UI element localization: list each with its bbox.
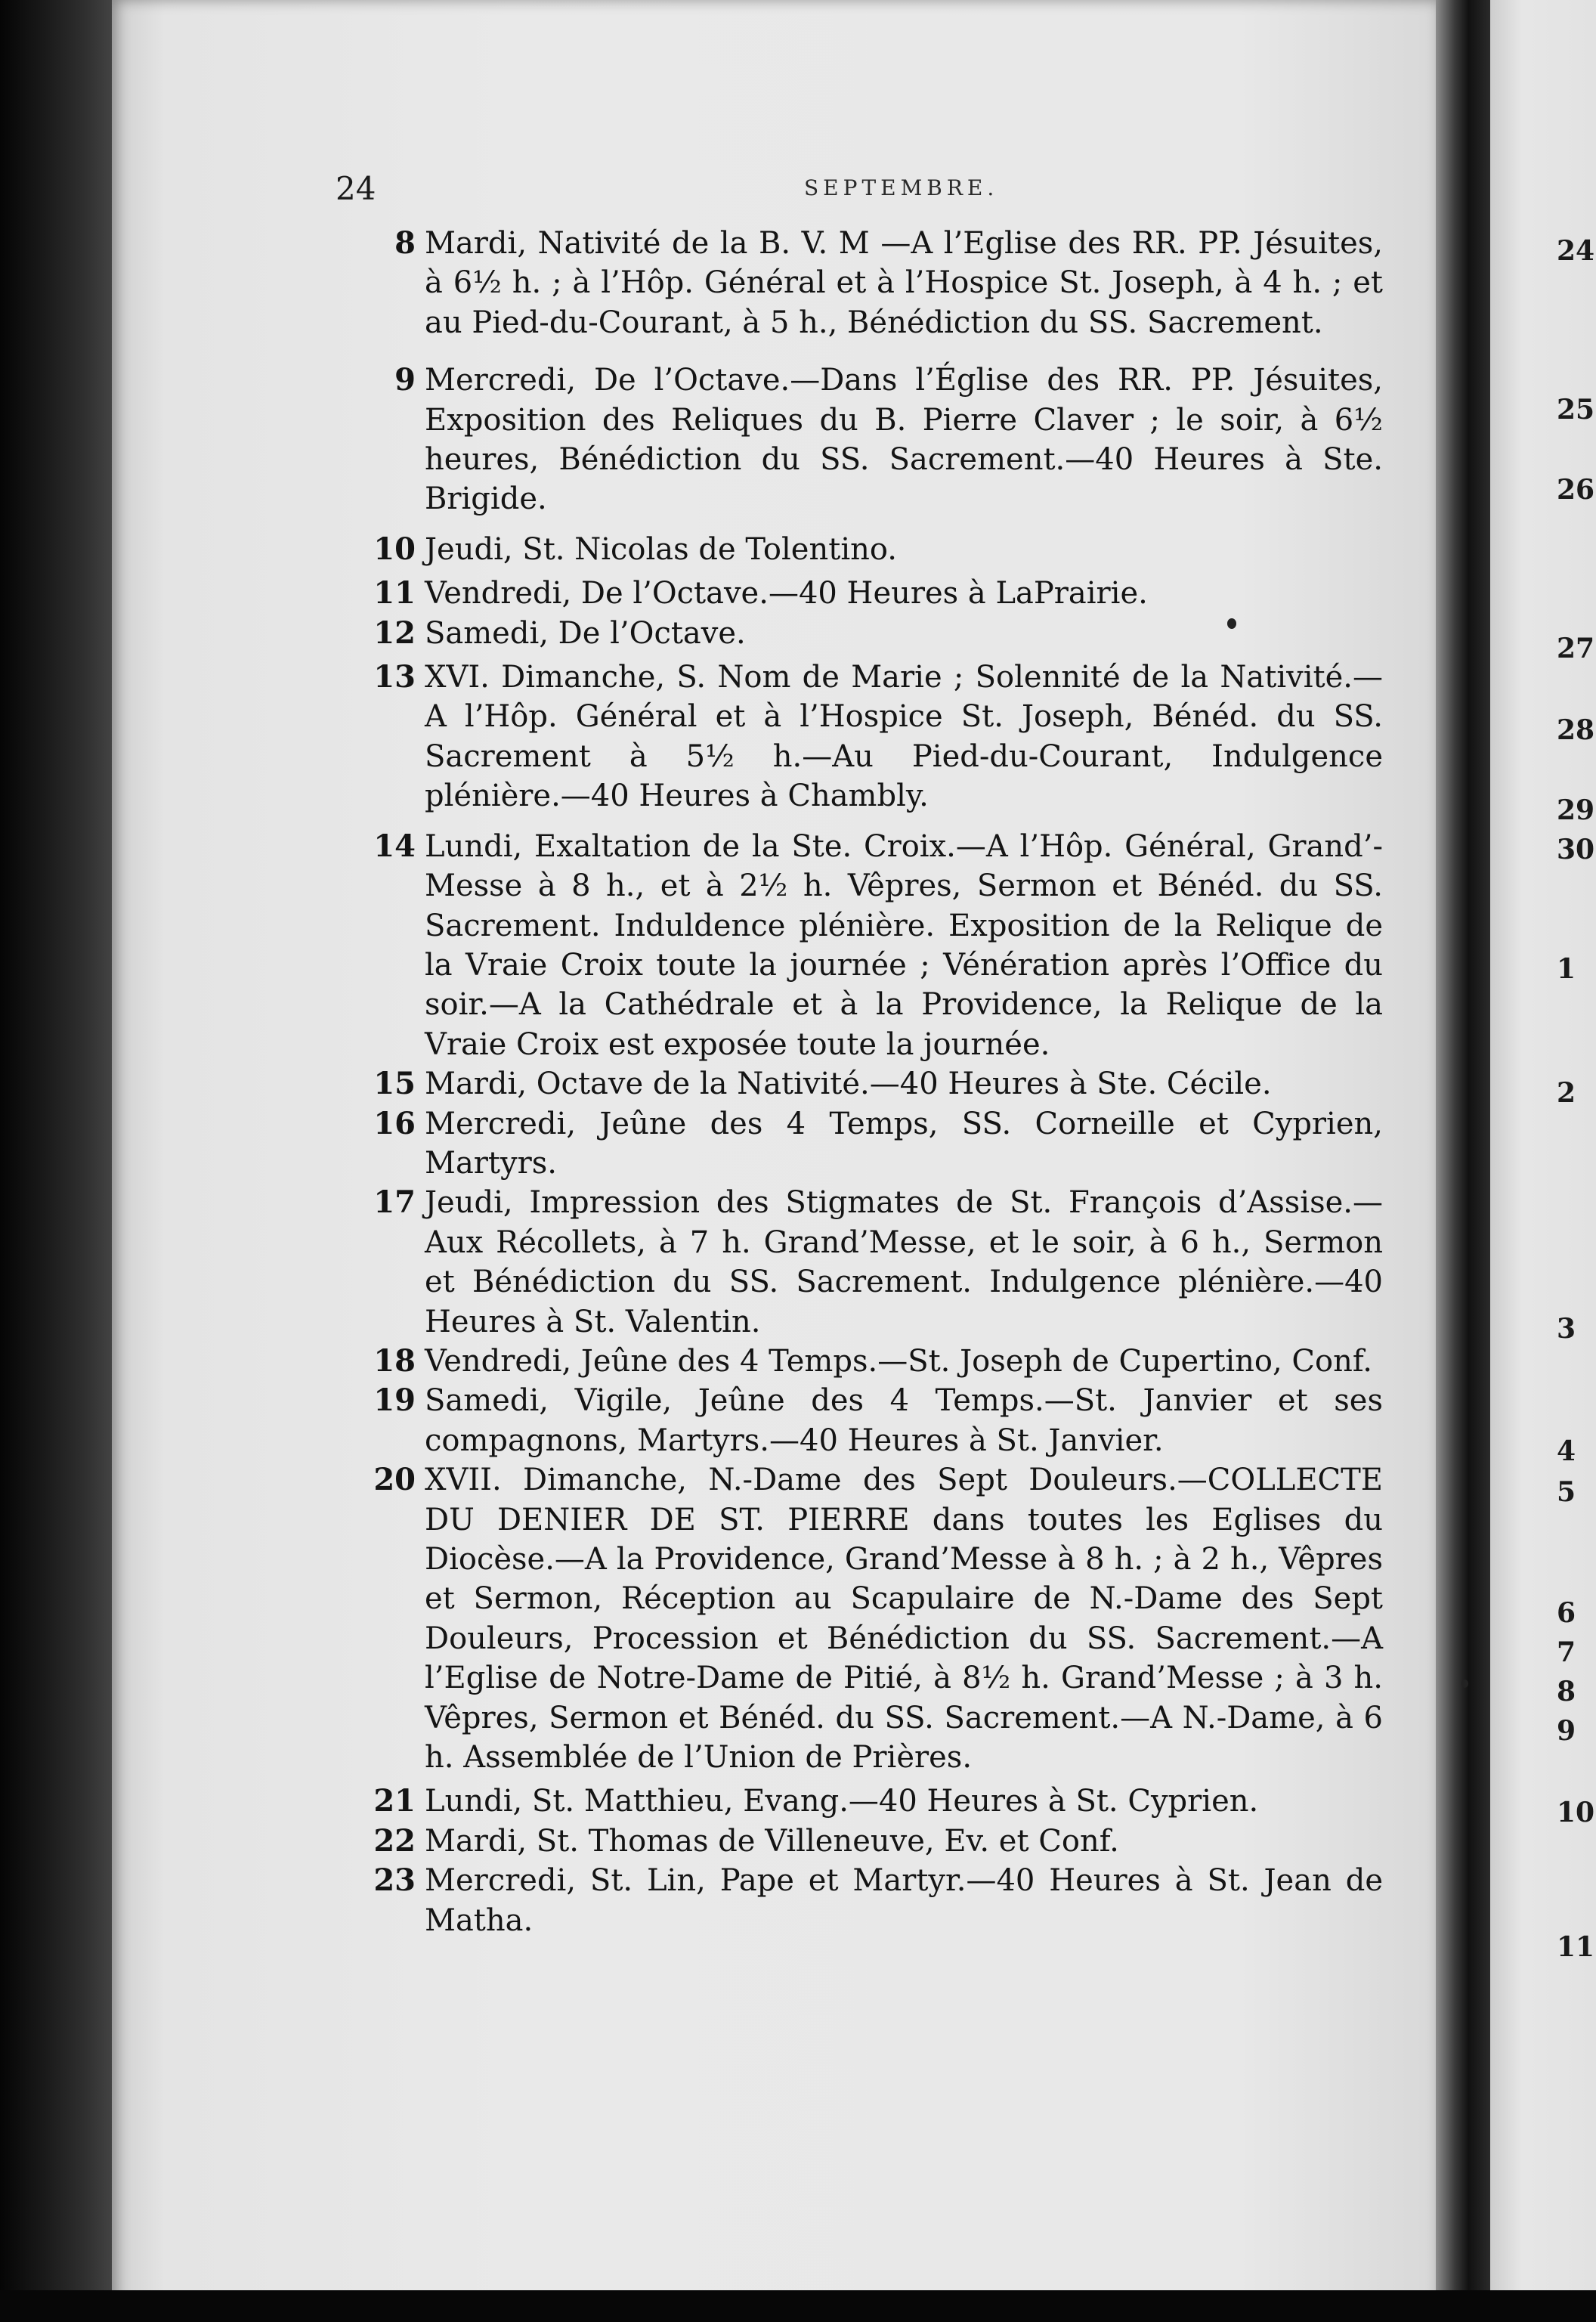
entry-text: XVI. Dimanche, S. Nom de Marie ; Solennité de la Nativité.—A l’Hôp. Général et à l’Hospice St. Joseph, Bénéd. du SS. Sacrement à 5½ h.—Au Pied-du-Courant, Indulgence plénière.—40 Heures à Chambly.: [425, 660, 1383, 814]
entry-text: XVII. Dimanche, N.-Dame des Sept Douleurs.—COLLECTE DU DENIER DE ST. PIERRE dans toutes les Eglises du Diocèse.—A la Providence, Grand’Messe à 8 h. ; à 2 h., Vêpres et Sermon, Réception au Scapulaire de N.-Dame des Sept Douleurs, Procession et Bénédiction du SS. Sacrement.—A l’Eglise de Notre-Dame de Pitié, à 8½ h. Grand’Messe ; à 3 h. Vêpres, Sermon et Bénéd. du SS. Sacrement.—A N.-Dame, à 6 h. Assemblée de l’Union de Prières.: [425, 1463, 1383, 1776]
page-fold: [1436, 0, 1490, 2322]
right-page-edge: [1490, 0, 1596, 2322]
entry-text: Samedi, Vigile, Jeûne des 4 Temps.—St. Janvier et ses compagnons, Martyrs.—40 Heures à St. Janvier.: [425, 1383, 1383, 1458]
day-number: 18: [373, 1342, 416, 1379]
day-number: 8: [394, 225, 416, 261]
day-number: 16: [373, 1105, 416, 1141]
calendar-entries: [355, 224, 1383, 1940]
ink-speck: [1227, 618, 1236, 629]
entry-text: Jeudi, St. Nicolas de Tolentino.: [425, 531, 897, 567]
day-number: 23: [373, 1862, 416, 1899]
entry-text: Mardi, Octave de la Nativité.—40 Heures à Ste. Cécile.: [425, 1067, 1272, 1102]
margin-day-number: 10: [1557, 1797, 1595, 1828]
margin-day-number: 3: [1557, 1313, 1576, 1345]
margin-day-number: 8: [1557, 1676, 1576, 1707]
margin-day-number: 9: [1557, 1715, 1576, 1747]
page-number: 24: [336, 170, 376, 207]
entry-text: Samedi, De l’Octave.: [425, 615, 746, 651]
entry-text: Vendredi, De l’Octave.—40 Heures à LaPrairie.: [425, 576, 1148, 611]
day-number: 15: [373, 1066, 416, 1102]
day-number: 14: [373, 828, 416, 864]
margin-day-number: 25: [1557, 394, 1595, 426]
margin-day-number: 27: [1557, 633, 1595, 664]
running-title: SEPTEMBRE.: [804, 175, 999, 200]
entry-text: Mercredi, St. Lin, Pape et Martyr.—40 Heures à St. Jean de Matha.: [425, 1863, 1383, 1938]
bottom-edge: [0, 2290, 1596, 2322]
calendar-entry: [355, 1342, 1383, 1381]
day-number: 22: [373, 1822, 416, 1859]
calendar-entry: [355, 1861, 1383, 1940]
calendar-entry: [355, 1822, 1383, 1861]
entry-text: Jeudi, Impression des Stigmates de St. François d’Assise.—Aux Récollets, à 7 h. Grand’Messe, et le soir, à 6 h., Sermon et Bénédiction du SS. Sacrement. Indulgence plénière.—40 Heures à St. Valentin.: [425, 1185, 1383, 1339]
day-number: 20: [373, 1462, 416, 1498]
running-head: [336, 166, 1393, 212]
margin-day-number: 2: [1557, 1077, 1576, 1109]
margin-day-number: 30: [1557, 834, 1595, 865]
entry-text: Vendredi, Jeûne des 4 Temps.—St. Joseph de Cupertino, Conf.: [425, 1343, 1372, 1379]
entry-text: Mardi, Nativité de la B. V. M —A l’Eglise des RR. PP. Jésuites, à 6½ h. ; à l’Hôp. Général et à l’Hospice St. Joseph, à 4 h. ; et au Pied-du-Courant, à 5 h., Bénédiction du SS. Sacrement.: [425, 226, 1383, 340]
calendar-entry: [355, 658, 1383, 816]
entry-text: Mercredi, Jeûne des 4 Temps, SS. Corneille et Cyprien, Martyrs.: [425, 1106, 1383, 1181]
margin-day-number: 26: [1557, 474, 1595, 506]
day-number: 9: [394, 362, 416, 398]
margin-day-number: 4: [1557, 1435, 1576, 1467]
entry-text: Mercredi, De l’Octave.—Dans l’Église des RR. PP. Jésuites, Exposition des Reliques du B. Pierre Claver ; le soir, à 6½ heures, Bénédiction du SS. Sacrement.—40 Heures à Ste. Brigide.: [425, 363, 1383, 517]
margin-day-number: 28: [1557, 714, 1595, 746]
day-number: 11: [373, 575, 416, 611]
margin-day-number: 1: [1557, 953, 1576, 985]
entry-text: Lundi, St. Matthieu, Evang.—40 Heures à St. Cyprien.: [425, 1784, 1259, 1819]
margin-day-number: 11: [1557, 1931, 1595, 1963]
calendar-entry: [355, 530, 1383, 569]
margin-day-number: 5: [1557, 1476, 1576, 1508]
entry-text: Mardi, St. Thomas de Villeneuve, Ev. et Conf.: [425, 1823, 1119, 1859]
calendar-entry: [355, 361, 1383, 519]
binding-gutter: [0, 0, 113, 2322]
day-number: 17: [373, 1184, 416, 1221]
margin-day-number: 29: [1557, 794, 1595, 826]
calendar-entry: [355, 827, 1383, 1064]
calendar-entry: [355, 1064, 1383, 1104]
day-number: 19: [373, 1382, 416, 1419]
margin-day-number: 6: [1557, 1597, 1576, 1629]
day-number: 10: [373, 531, 416, 567]
calendar-entry: [355, 1104, 1383, 1184]
calendar-entry: [355, 1183, 1383, 1342]
calendar-entry: [355, 1381, 1383, 1460]
calendar-entry: [355, 574, 1383, 613]
ink-speck: [1461, 1680, 1468, 1688]
day-number: 13: [373, 659, 416, 695]
calendar-entry: [355, 1782, 1383, 1821]
calendar-entry: [355, 224, 1383, 342]
margin-day-number: 24: [1557, 235, 1595, 267]
calendar-entry: [355, 1460, 1383, 1777]
day-number: 12: [373, 615, 416, 651]
entry-text: Lundi, Exaltation de la Ste. Croix.—A l’Hôp. Général, Grand’-Messe à 8 h., et à 2½ h. Vêpres, Sermon et Bénéd. du SS. Sacrement. Induldence plénière. Exposition de la Relique de la Vraie Croix toute la journée ; Vénération après l’Office du soir.—A la Cathédrale et à la Providence, la Relique de la Vraie Croix est exposée toute la journée.: [425, 828, 1383, 1062]
day-number: 21: [373, 1783, 416, 1819]
margin-day-number: 7: [1557, 1636, 1576, 1668]
